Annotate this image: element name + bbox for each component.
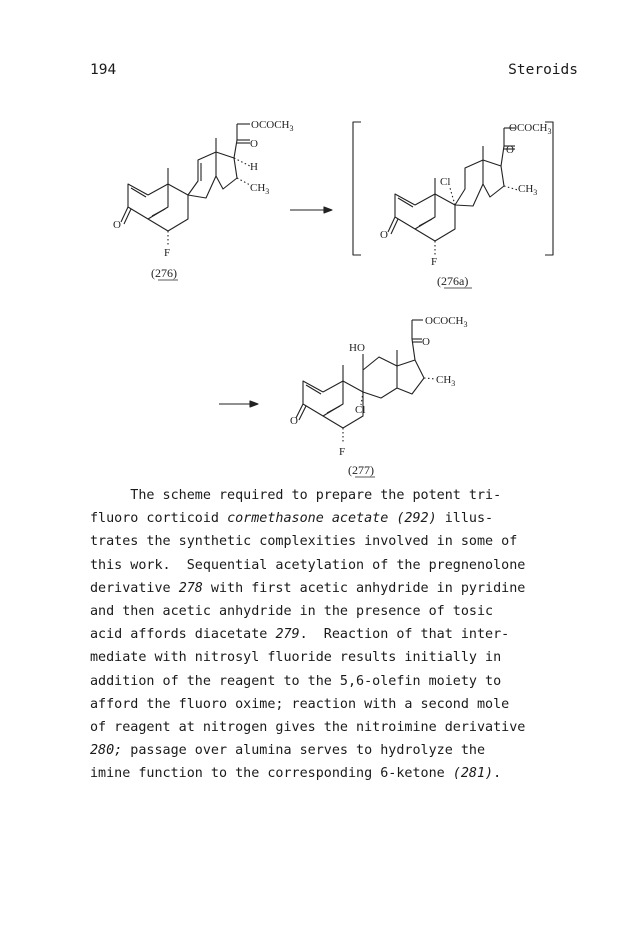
text-line (90, 600, 590, 623)
italic-text: 278 (178, 580, 203, 596)
277-chloro-label: Cl (355, 404, 366, 416)
text-line (90, 646, 590, 669)
276-ketone-label: O (250, 138, 258, 150)
reaction-arrow-1 (290, 207, 332, 213)
276-ring-oxygen-label: O (113, 219, 121, 231)
276a-fluoro-label: F (431, 256, 438, 268)
text-line (90, 577, 590, 600)
text-line (90, 484, 590, 507)
text-line (90, 716, 590, 739)
reaction-arrow-2 (219, 401, 258, 407)
277-ester-label: $OCOCH_3$ (425, 315, 468, 329)
text-segment: The scheme required to prepare the potent tri- (90, 488, 502, 503)
page-number: 194 (90, 62, 117, 78)
text-segment: . (493, 766, 502, 782)
text-line (90, 507, 590, 530)
276a-ketone-label: O (506, 144, 514, 156)
277-fluoro-label: F (339, 446, 346, 458)
text-segment: imine function to the corresponding 6-ketone (90, 766, 453, 782)
276-hydrogen-label: H (250, 161, 258, 173)
277-hydroxy-label: HO (349, 342, 365, 354)
compound-276-structure (121, 124, 250, 247)
text-line (90, 554, 590, 577)
277-ketone-label: O (422, 336, 430, 348)
text-segment: addition of the reagent to the 5,6-olefin moiety to (90, 673, 502, 689)
running-title: Steroids (508, 62, 578, 78)
text-segment: afford the fluoro oxime; reaction with a second mole (90, 696, 510, 712)
text-segment: passage over alumina serves to hydrolyze the (122, 743, 486, 759)
text-line (90, 530, 590, 553)
text-line (90, 623, 590, 646)
compound-276a-structure (388, 128, 518, 255)
276a-ester-label: $OCOCH_3$ (509, 122, 552, 136)
276a-chloro-label: Cl (440, 176, 451, 188)
text-line (90, 693, 590, 716)
text-segment: derivative (90, 580, 179, 596)
italic-text: cormethasone acetate (292) (227, 511, 437, 527)
276-methyl-label: $CH_3$ (250, 182, 270, 196)
276-ester-label: $OCOCH_3$ (251, 119, 294, 133)
text-segment: trates the synthetic complexities involved in some of (90, 534, 518, 550)
compound-276-number: (276) (151, 266, 177, 280)
text-segment: . Reaction of that inter- (299, 627, 510, 643)
text-segment: with first acetic anhydride in pyridine (202, 580, 526, 596)
text-segment: of reagent at nitrogen gives the nitroimine derivative (90, 719, 526, 735)
compound-277-number: (277) (348, 463, 374, 477)
276a-methyl-label: $CH_3$ (518, 183, 538, 197)
276a-ring-oxygen-label: O (380, 229, 388, 241)
text-line (90, 739, 590, 762)
text-segment: illus- (436, 511, 494, 527)
body-paragraph (90, 484, 590, 785)
italic-text: 280; (90, 743, 123, 759)
text-segment: mediate with nitrosyl fluoride results initially in (90, 650, 502, 666)
text-line (90, 762, 590, 785)
text-segment: and then acetic anhydride in the presence of tosic (90, 603, 494, 619)
276-fluoro-label: F (164, 247, 171, 259)
text-segment: fluoro corticoid (90, 511, 228, 527)
277-methyl-label: $CH_3$ (436, 374, 456, 388)
compound-276a-number: (276a) (437, 274, 469, 288)
text-line (90, 670, 590, 693)
277-ring-oxygen-label: O (290, 415, 298, 427)
text-segment: this work. Sequential acetylation of the pregnenolone (90, 557, 526, 573)
text-segment: acid affords diacetate (90, 627, 276, 643)
italic-text: 279 (275, 627, 300, 643)
italic-text: (281) (452, 766, 494, 782)
compound-277-structure (296, 320, 436, 444)
